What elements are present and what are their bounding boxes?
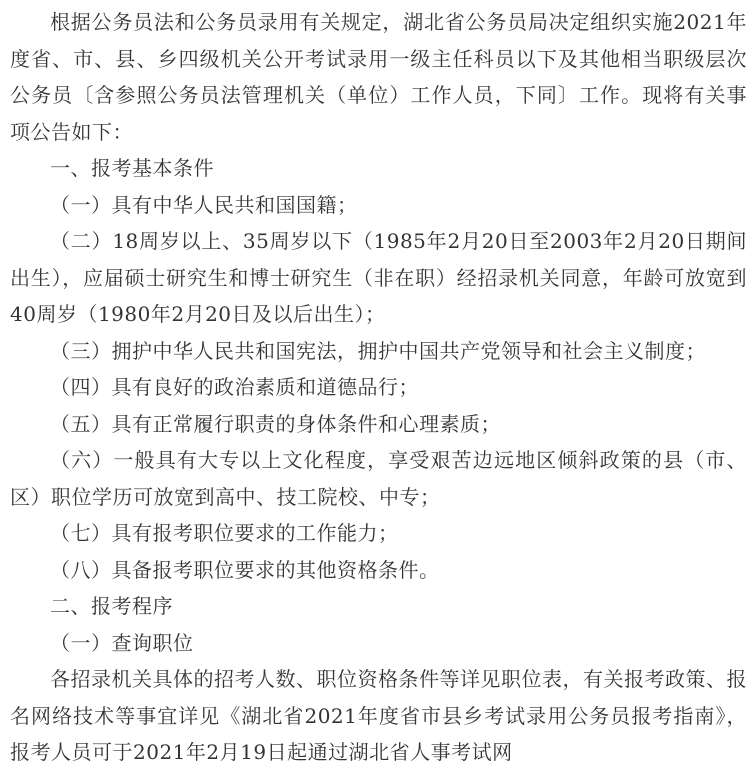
condition-item: （五）具有正常履行职责的身体条件和心理素质； [50, 411, 501, 436]
condition-item: （八）具备报考职位要求的其他资格条件。 [50, 557, 440, 582]
step-body-paragraph: 各招录机关具体的招考人数、职位资格条件等详见职位表，有关报考政策、报名网络技术等事宜详见《湖北省2021年度省市县乡考试录用公务员报考指南》，报考人员可于2021年2月19日起通过湖北省人事考试网 [10, 667, 747, 764]
condition-item: （三）拥护中华人民共和国宪法，拥护中国共产党领导和社会主义制度； [50, 338, 706, 363]
condition-item: （二）18周岁以上、35周岁以下（1985年2月20日至2003年2月20日期间出生），应届硕士研究生和博士研究生（非在职）经招录机关同意，年龄可放宽到40周岁（1980年2月20日及以后出生）； [10, 229, 747, 326]
condition-item: （一）具有中华人民共和国国籍； [50, 192, 358, 217]
section-heading-application-procedure: 二、报考程序 [50, 594, 173, 618]
intro-paragraph: 根据公务员法和公务员录用有关规定，湖北省公务员局决定组织实施2021年度省、市、县、乡四级机关公开考试录用一级主任科员以下及其他相当职级层次公务员〔含参照公务员法管理机关（单位）工作人员，下同〕工作。现将有关事项公告如下： [10, 10, 747, 144]
condition-item: （七）具有报考职位要求的工作能力； [50, 521, 399, 545]
condition-item: （四）具有良好的政治素质和道德品行； [50, 375, 419, 399]
section-heading-basic-conditions: 一、报考基本条件 [50, 156, 214, 180]
step-heading-query-positions: （一）查询职位 [50, 630, 194, 655]
condition-item: （六）一般具有大专以上文化程度，享受艰苦边远地区倾斜政策的县（市、区）职位学历可放宽到高中、技工院校、中专； [10, 448, 747, 509]
